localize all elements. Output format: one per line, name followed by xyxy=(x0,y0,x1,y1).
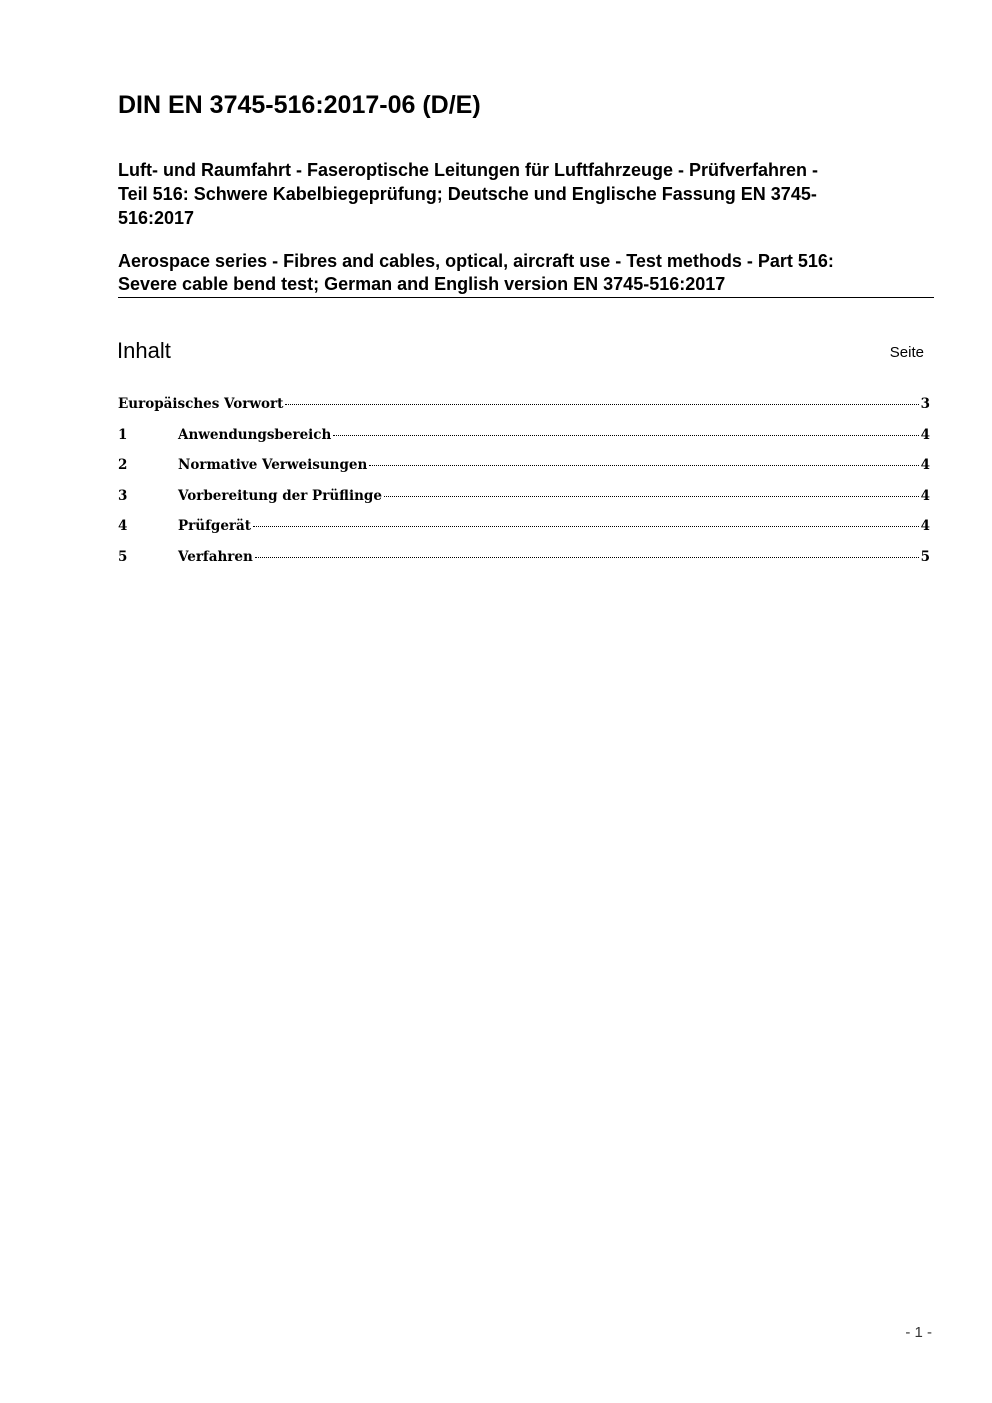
title-english-line: Aerospace series - Fibres and cables, optical, aircraft use - Test methods - Part 516: xyxy=(118,251,834,271)
toc-entry-number: 5 xyxy=(118,548,128,565)
document-id: DIN EN 3745-516:2017-06 (D/E) xyxy=(118,91,481,119)
toc-leader-dots xyxy=(369,465,918,466)
toc-leader-dots xyxy=(253,526,919,527)
toc-heading: Inhalt xyxy=(117,338,171,363)
page-number: - 1 - xyxy=(905,1324,932,1341)
title-german-line: Teil 516: Schwere Kabelbiegeprüfung; Deutsche und Englische Fassung EN 3745- xyxy=(118,184,817,204)
toc-entry-page[interactable]: 5 xyxy=(920,548,930,565)
toc-entry-number: 4 xyxy=(118,518,128,535)
toc-entry[interactable] xyxy=(118,425,930,456)
toc-entry-title[interactable]: Normative Verweisungen xyxy=(178,457,368,474)
toc-entry-page[interactable]: 4 xyxy=(920,426,930,443)
toc-page-column-heading: Seite xyxy=(889,344,924,361)
toc-entry-page[interactable]: 4 xyxy=(920,487,930,504)
title-divider xyxy=(118,297,934,298)
title-german-line: 516:2017 xyxy=(118,208,195,228)
toc-entry[interactable] xyxy=(118,486,930,517)
toc-leader-dots xyxy=(333,435,918,436)
toc-entry[interactable] xyxy=(118,516,930,547)
toc-entry-page[interactable]: 4 xyxy=(920,518,930,535)
toc-entry-title[interactable]: Vorbereitung der Prüflinge xyxy=(178,487,382,504)
title-german xyxy=(118,158,918,230)
toc-leader-dots xyxy=(384,496,919,497)
toc-entry-number: 3 xyxy=(118,487,128,504)
title-english-line: Severe cable bend test; German and English version EN 3745-516:2017 xyxy=(118,274,726,294)
toc-entry-page[interactable]: 3 xyxy=(920,396,930,412)
toc-entry[interactable] xyxy=(118,394,930,425)
table-of-contents xyxy=(118,394,930,578)
toc-entry-number: 2 xyxy=(118,457,128,474)
toc-entry-title[interactable]: Prüfgerät xyxy=(178,518,252,535)
toc-entry-title[interactable]: Anwendungsbereich xyxy=(178,426,332,443)
toc-entry[interactable] xyxy=(118,547,930,578)
toc-entry-number: 1 xyxy=(118,426,128,443)
toc-entry-title[interactable]: Verfahren xyxy=(178,548,253,565)
toc-leader-dots xyxy=(285,404,918,405)
toc-entry-page[interactable]: 4 xyxy=(920,457,930,474)
title-english xyxy=(118,250,918,296)
toc-leader-dots xyxy=(255,557,919,558)
toc-entry[interactable] xyxy=(118,455,930,486)
title-german-line: Luft- und Raumfahrt - Faseroptische Leitungen für Luftfahrzeuge - Prüfverfahren - xyxy=(118,160,819,180)
toc-entry-title[interactable]: Europäisches Vorwort xyxy=(118,396,284,412)
